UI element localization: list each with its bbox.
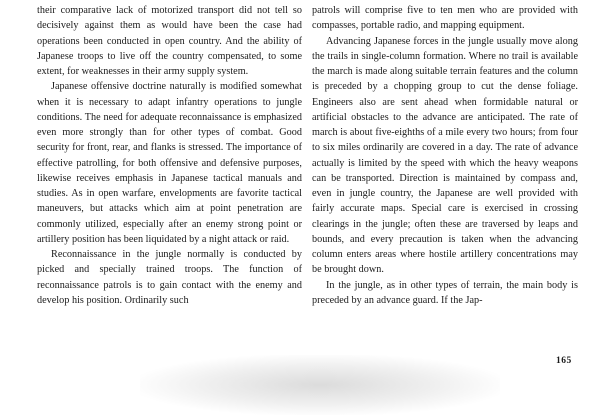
scan-smudge — [140, 355, 500, 415]
page-number: 165 — [556, 356, 572, 366]
left-column — [37, 3, 302, 308]
paragraph-right-2: Advancing Japanese forces in the jungle usually move along the trails in single-column formation. Where no trail is available the march is made along suitable terrain features and the column is preceded by a chopping group to cut the dense foliage. Engineers also are sent ahead when formidable natural or artificial obstacles to the advance are anticipated. The rate of march is about five-eighths of a mile every two hours; from four to six miles ordinarily are covered in a day. The rate of advance actually is limited by the speed with which the heavy weapons can be transported. Direction is maintained by compass and, even in jungle country, the Japanese are well provided with fairly accurate maps. Special care is exercised in crossing clearings in the jungle; often these are traversed by leaps and bounds, and every precaution is taken when the advancing column enters areas where hostile artillery concentrations may be brought down. — [312, 35, 578, 276]
paragraph-left-1: their comparative lack of motorized transport did not tell so decisively against them as would have been the case had operations been conducted in open country. And the ability of Japanese troops to live off the country compensated, to some extent, for weaknesses in their army supply system. — [37, 5, 302, 77]
right-column — [312, 3, 578, 308]
paragraph-right-1: patrols will comprise five to ten men who are provided with compasses, portable radio, and mapping equipment. — [312, 5, 578, 32]
paragraph-right-3: In the jungle, as in other types of terrain, the main body is preceded by an advance guard. If the Jap- — [312, 279, 578, 306]
paragraph-left-2: Japanese offensive doctrine naturally is modified somewhat when it is necessary to adapt infantry operations to jungle conditions. The need for adequate reconnaissance is emphasized even more strongly than for other types of combat. Good security for front, rear, and flanks is stressed. The importance of effective patrolling, for both offensive and defensive purposes, likewise receives emphasis in Japanese tactical manuals and studies. As in open warfare, envelopments are favorite tactical maneuvers, but attacks which aim at point penetration are commonly utilized, especially after an enemy strong point or artillery position has been liquidated by a night attack or raid. — [37, 81, 302, 245]
paragraph-left-3: Reconnaissance in the jungle normally is conducted by picked and specially trained troops. The function of reconnaissance patrols is to gain contact with the enemy and develop his position. Ordinarily such — [37, 249, 302, 306]
